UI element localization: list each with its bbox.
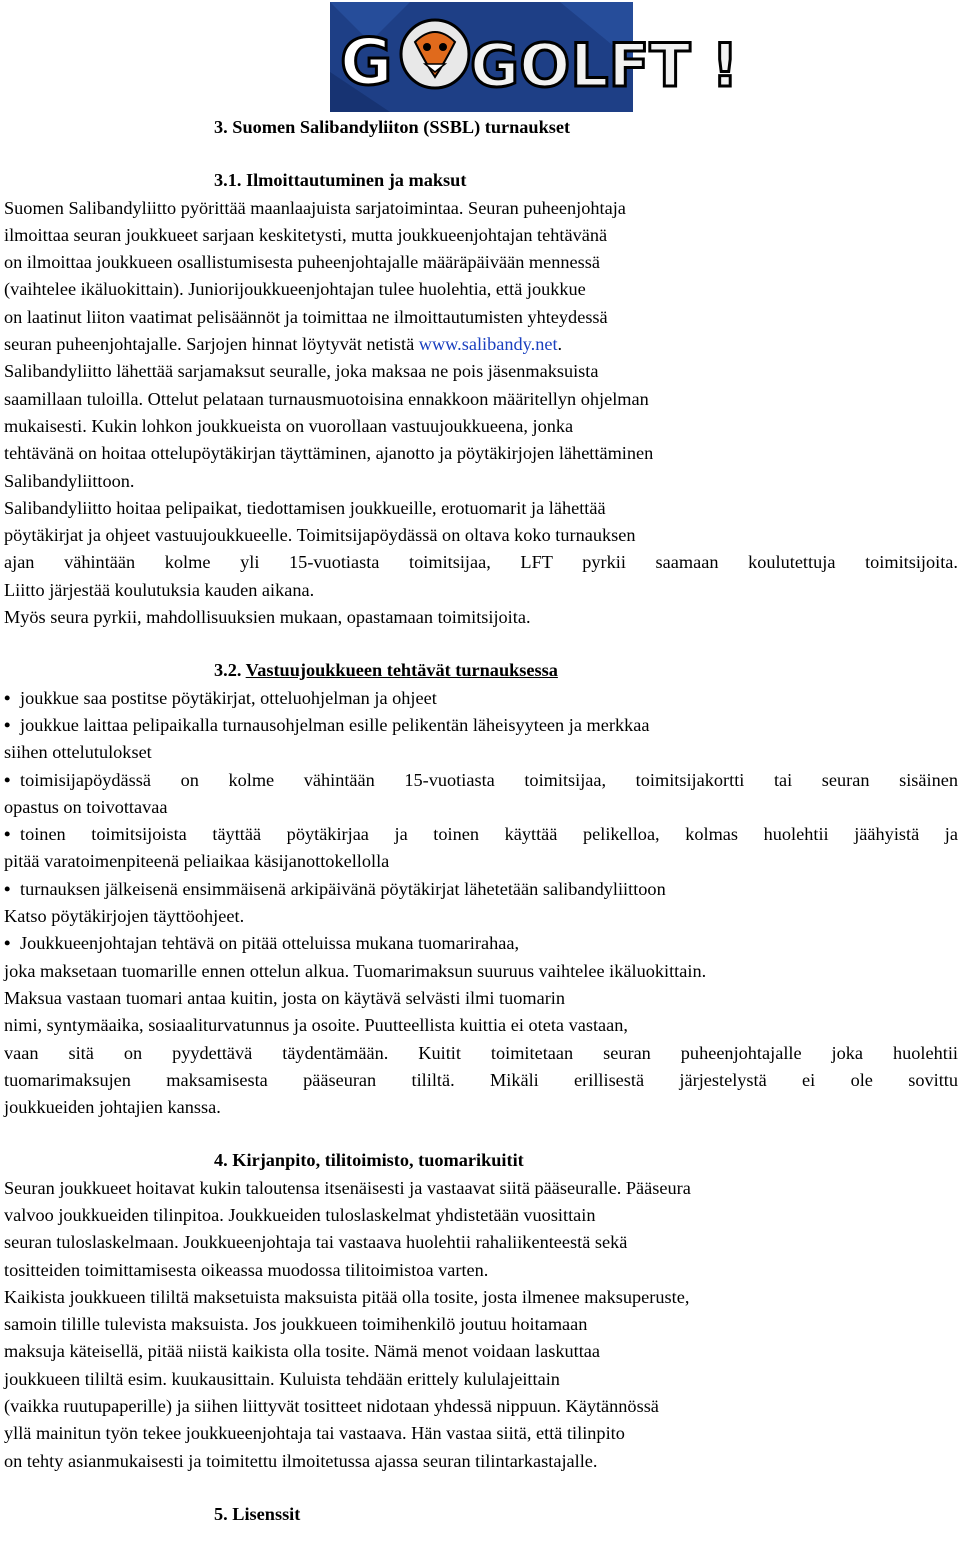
paragraph-line: vaan sitä on pyydettävä täydentämään. Kuitit toimitetaan seuran puheenjohtajalle joka huolehtii — [4, 1042, 958, 1063]
logo-letters: GOLFT ! — [470, 31, 739, 101]
bullet-item — [4, 685, 958, 712]
paragraph-line: Myös seura pyrkii, mahdollisuuksien mukaan, opastamaan toimitsijoita. — [4, 607, 531, 628]
bullet-icon — [4, 930, 20, 957]
paragraph-line: on tehty asianmukaisesti ja toimitettu ilmoitetussa ajassa seuran tilintarkastajalle. — [4, 1450, 598, 1471]
section-3-2-title — [4, 657, 958, 684]
paragraph-line: on ilmoittaa joukkueen osallistumisesta puheenjohtajalle määräpäivään mennessä — [4, 252, 600, 273]
logo-letter-g: G — [340, 26, 393, 100]
paragraph-line: valvoo joukkueiden tilinpitoa. Joukkueiden tuloslaskelmat yhdistetään vuosittain — [4, 1204, 596, 1225]
paragraph-line: tositteiden toimittamisesta oikeassa muodossa tilitoimistoa varten. — [4, 1259, 489, 1280]
paragraph-line: opastus on toivottavaa — [4, 796, 168, 817]
paragraph-line: saamillaan tuloilla. Ottelut pelataan turnausmuotoisina ennakkoon määritellyn ohjelman — [4, 388, 649, 409]
bullet-icon — [4, 712, 20, 739]
bullet-icon — [4, 876, 20, 903]
bullet-text: joukkue saa postitse pöytäkirjat, otteluohjelman ja ohjeet — [20, 687, 437, 708]
bullet-item — [4, 767, 958, 794]
paragraph-line: seuran tuloslaskelmaan. Joukkueenjohtaja tai vastaava huolehtii rahaliikenteestä sekä — [4, 1232, 628, 1253]
bullet-icon — [4, 767, 20, 794]
paragraph-line: tuomarimaksujen maksamisesta pääseuran tililtä. Mikäli erillisestä järjestelystä ei ole sovittu — [4, 1069, 958, 1090]
bullet-text: toimisijapöydässä on kolme vähintään 15-vuotiasta toimitsijaa, toimitsijakortti tai seuran sisäinen — [20, 769, 958, 790]
section-3-title: 3. Suomen Salibandyliiton (SSBL) turnaukset — [214, 117, 571, 137]
paragraph-line: joukkueen tililtä esim. kuukausittain. Kuluista tehdään erittely kululajeittain — [4, 1368, 560, 1389]
bullet-text: turnauksen jälkeisenä ensimmäisenä arkipäivänä pöytäkirjat lähetetään salibandyliittoon — [20, 878, 666, 899]
document-body — [4, 114, 958, 1528]
paragraph-text: seuran puheenjohtajalle. Sarjojen hinnat löytyvät netistä — [4, 334, 419, 355]
bullet-item — [4, 876, 958, 903]
paragraph-line: Seuran joukkueet hoitavat kukin taloutensa itsenäisesti ja vastaavat siitä pääseuralle. Pääseura — [4, 1177, 691, 1198]
paragraph-line: Suomen Salibandyliitto pyörittää maanlaajuista sarjatoimintaa. Seuran puheenjohtaja — [4, 197, 626, 218]
section-5-title: 5. Lisenssit — [214, 1503, 301, 1524]
section-3-2-number: 3.2. — [214, 660, 246, 681]
bullet-icon — [4, 821, 20, 848]
bullet-text: joukkue laittaa pelipaikalla turnausohjelman esille pelikentän läheisyyteen ja merkkaa — [20, 714, 650, 735]
bullet-text: toinen toimitsijoista täyttää pöytäkirjaa ja toinen käyttää pelikelloa, kolmas huolehtii jäähyistä ja — [20, 824, 958, 845]
paragraph-line: yllä mainitun työn tekee joukkueenjohtaja tai vastaava. Hän vastaa siitä, että tilinpito — [4, 1423, 625, 1444]
paragraph-line: Kaikista joukkueen tililtä maksetuista maksuista pitää olla tosite, josta ilmenee maksuperuste, — [4, 1286, 690, 1307]
bullet-item — [4, 930, 958, 957]
paragraph-line: joka maksetaan tuomarille ennen ottelun alkua. Tuomarimaksun suuruus vaihtelee ikäluokittain. — [4, 960, 707, 981]
paragraph-line: ajan vähintään kolme yli 15-vuotiasta toimitsijaa, LFT pyrkii saamaan koulutettuja toimitsijoita. — [4, 552, 958, 573]
logo-graphic — [330, 2, 739, 112]
bullet-text: Joukkueenjohtajan tehtävä on pitää otteluissa mukana tuomarirahaa, — [20, 933, 520, 954]
paragraph-line: tehtävänä on hoitaa ottelupöytäkirjan täyttäminen, ajanotto ja pöytäkirjojen lähettäminen — [4, 443, 654, 464]
paragraph-line: samoin tilille tulevista maksuista. Jos joukkueen toimihenkilö joutuu hoitamaan — [4, 1314, 588, 1335]
section-3-2-heading: Vastuujoukkueen tehtävät turnauksessa — [245, 660, 558, 681]
paragraph-line: joukkueiden johtajien kanssa. — [4, 1097, 221, 1118]
paragraph-line: maksuja käteisellä, pitää niistä kaikista olla tosite. Nämä menot voidaan laskuttaa — [4, 1341, 600, 1362]
paragraph-line: on laatinut liiton vaatimat pelisäännöt ja toimittaa ne ilmoittautumisten yhteydessä — [4, 306, 608, 327]
bullet-item — [4, 821, 958, 848]
paragraph-line: pitää varatoimenpiteenä peliaikaa käsijanottokellolla — [4, 851, 390, 872]
paragraph-line: ilmoittaa seuran joukkueet sarjaan keskitetysti, mutta joukkueenjohtajan tehtävänä — [4, 224, 608, 245]
link-suffix: . — [557, 334, 563, 355]
paragraph-line: Liitto järjestää koulutuksia kauden aikana. — [4, 579, 315, 600]
paragraph-line: mukaisesti. Kukin lohkon joukkueista on vuorollaan vastuujoukkueena, jonka — [4, 415, 574, 436]
bullet-icon — [4, 685, 20, 712]
paragraph-line: Salibandyliittoon. — [4, 470, 135, 491]
section-4-title: 4. Kirjanpito, tilitoimisto, tuomarikuitit — [214, 1150, 524, 1171]
paragraph-line: (vaikka ruutupaperille) ja siihen liittyvät tositteet nidotaan yhdessä nippuun. Käytännössä — [4, 1396, 659, 1417]
golft-logo — [330, 2, 739, 112]
paragraph-line: nimi, syntymäaika, sosiaaliturvatunnus ja osoite. Puutteellista kuittia ei oteta vastaan, — [4, 1015, 628, 1036]
paragraph-line: pöytäkirjat ja ohjeet vastuujoukkueelle. Toimitsijapöydässä on oltava koko turnauksen — [4, 525, 636, 546]
paragraph-line: (vaihtelee ikäluokittain). Juniorijoukkueenjohtajan tulee huolehtia, että joukkue — [4, 279, 586, 300]
paragraph-line: Salibandyliitto hoitaa pelipaikat, tiedottamisen joukkueille, erotuomarit ja lähettää — [4, 497, 606, 518]
paragraph-line: Katso pöytäkirjojen täyttöohjeet. — [4, 906, 245, 927]
salibandy-link[interactable]: www.salibandy.net — [418, 334, 558, 355]
section-3-1-title: 3.1. Ilmoittautuminen ja maksut — [214, 170, 467, 191]
paragraph-line: Salibandyliitto lähettää sarjamaksut seuralle, joka maksaa ne pois jäsenmaksuista — [4, 361, 599, 382]
paragraph-line — [4, 331, 958, 358]
paragraph-line: Maksua vastaan tuomari antaa kuitin, josta on käytävä selvästi ilmi tuomarin — [4, 987, 565, 1008]
paragraph-line: siihen ottelutulokset — [4, 742, 152, 763]
bullet-item — [4, 712, 958, 739]
